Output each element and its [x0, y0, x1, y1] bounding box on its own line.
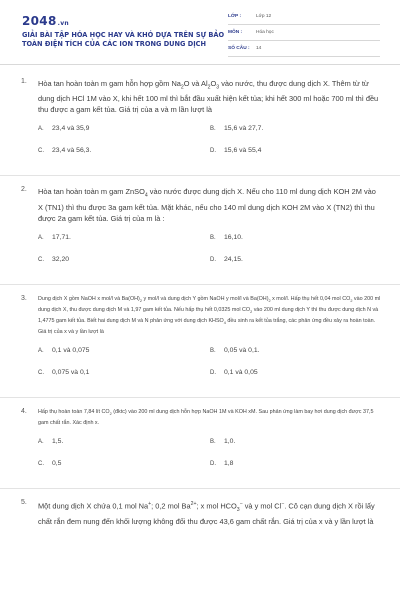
- option-value: 15,6 và 55,4: [224, 147, 262, 155]
- answer-option[interactable]: [38, 234, 210, 256]
- option-key: B.: [210, 126, 216, 133]
- option-key: C.: [38, 256, 44, 263]
- meta-table: [228, 12, 380, 60]
- logo-text: 2048: [22, 14, 57, 28]
- answer-option[interactable]: [38, 460, 210, 482]
- option-value: 1,0.: [224, 438, 236, 446]
- question-number: 2.: [21, 186, 27, 194]
- question-list: [0, 78, 400, 527]
- meta-value: 14: [256, 46, 262, 51]
- question-number: 3.: [21, 294, 27, 302]
- option-value: 1,8: [224, 460, 234, 468]
- meta-label: MÔN :: [228, 30, 243, 35]
- option-value: 17,71.: [52, 233, 71, 241]
- answer-option[interactable]: [38, 347, 210, 369]
- option-key: D.: [210, 148, 216, 155]
- option-key: C.: [38, 148, 44, 155]
- answer-option[interactable]: [210, 234, 382, 256]
- option-key: C.: [38, 461, 44, 468]
- question-divider: [0, 488, 400, 489]
- answer-options: [38, 234, 382, 278]
- question-text: Hấp thụ hoàn toàn 7,84 lít $CO_2$ (đktc) vào 200 ml dung dịch hỗn hợp NaOH 1M và KOH xM. Sau phản ứng làm bay hơi dung dịch được 37,5 gam chất rắn. Xác định x.: [38, 409, 374, 427]
- question-item: [0, 295, 400, 391]
- question-item: [0, 78, 400, 169]
- question-divider: [0, 175, 400, 176]
- question-item: [0, 499, 400, 527]
- option-value: 0,05 và 0,1.: [224, 347, 260, 355]
- site-logo[interactable]: [22, 14, 69, 28]
- question-text: Hòa tan hoàn toàn m gam ZnSO$_4$ vào nước được dung dịch X. Nếu cho 110 ml dung dịch KOH 2M vào X (TN1) thì thu được 3a gam kết tủa. Mặt khác, nếu cho 140 ml dung dịch KOH 2M vào X (TN2) thì thu được 2a gam kết tủa. Giá trị của m là :: [38, 187, 376, 223]
- option-value: 0,1 và 0,05: [224, 369, 258, 377]
- option-value: 23,4 và 56,3.: [52, 147, 92, 155]
- question-text: Hòa tan hoàn toàn m gam hỗn hợp gồm $Na_2O$ và $Al_2O_3$ vào nước, thu được dung dịch X. Thêm từ từ dung dịch HCl 1M vào X, khi hết 100 ml thì bắt đầu xuất hiện kết tủa; khi hết 300 ml hoặc 700 ml thì đều thu được a gam kết tủa. Giá trị của a và m lần lượt là: [38, 79, 379, 115]
- option-key: A.: [38, 126, 44, 133]
- option-value: 0,075 và 0,1: [52, 369, 90, 377]
- option-value: 0,5: [52, 460, 62, 468]
- option-key: A.: [38, 234, 44, 241]
- question-divider: [0, 397, 400, 398]
- question-number: 5.: [21, 499, 27, 507]
- option-value: 0,1 và 0,075: [52, 347, 90, 355]
- question-item: [0, 408, 400, 482]
- answer-options: [38, 125, 382, 169]
- option-value: 1,5.: [52, 438, 64, 446]
- answer-option[interactable]: [210, 256, 382, 278]
- option-value: 23,4 và 35,9: [52, 125, 90, 133]
- question-text: Dung dịch X gồm NaOH x mol/l và $Ba(OH)_2$ y mol/l và dung dịch Y gồm NaOH y mol/l và $Ba(OH)_2$ x mol/l. Hấp thụ hết 0,04 mol $CO_2$ vào 200 ml dung dịch X, thu được dung dịch M và 1,97 gam kết tủa. Nếu hấp thụ hết 0,0325 mol $CO_2$ vào 200 ml dung dịch Y thì thu được dung dịch N và 1,4775 gam kết tủa. Biết hai dung dịch M và N phản ứng với dung dịch $KHSO_4$ đều sinh ra kết tủa trắng, các phản ứng đều xảy ra hoàn toàn. Giá trị của x và y lần lượt là: [38, 295, 381, 336]
- meta-row: [228, 28, 380, 41]
- answer-option[interactable]: [38, 256, 210, 278]
- option-value: 24,15.: [224, 255, 243, 263]
- meta-row: [228, 44, 380, 57]
- logo-suffix: .vn: [57, 20, 69, 27]
- option-key: C.: [38, 370, 44, 377]
- answer-options: [38, 347, 382, 391]
- question-text: Một dung dịch X chứa 0,1 mol Na+; 0,2 mol $Ba^{2+}$; x mol $HCO_3^-$ và y mol Cl−. Cô cạn dung dịch X rồi lấy chất rắn đem nung đến khối lượng không đổi thu được 43,6 gam chất rắn. Giá trị của x và y lần lượt là: [38, 501, 375, 527]
- option-value: 16,10.: [224, 233, 243, 241]
- option-key: B.: [210, 439, 216, 446]
- question-divider: [0, 284, 400, 285]
- answer-option[interactable]: [210, 125, 382, 147]
- meta-value: Hóa học: [256, 30, 274, 35]
- document-title: GIẢI BÀI TẬP HÓA HỌC HAY VÀ KHÓ DỰA TRÊN SỰ BẢO TOÀN ĐIỆN TÍCH CỦA CÁC ION TRONG DUNG DỊCH: [22, 31, 225, 48]
- document-header: [0, 0, 400, 62]
- header-divider: [0, 64, 400, 65]
- option-key: D.: [210, 461, 216, 468]
- option-key: B.: [210, 348, 216, 355]
- answer-option[interactable]: [210, 438, 382, 460]
- option-key: A.: [38, 348, 44, 355]
- meta-row: [228, 12, 380, 25]
- meta-value: Lớp 12: [256, 14, 272, 19]
- answer-option[interactable]: [210, 460, 382, 482]
- option-value: 15,6 và 27,7.: [224, 125, 264, 133]
- answer-option[interactable]: [210, 369, 382, 391]
- answer-option[interactable]: [38, 125, 210, 147]
- answer-option[interactable]: [210, 347, 382, 369]
- answer-options: [38, 438, 382, 482]
- question-number: 1.: [21, 78, 27, 85]
- option-key: B.: [210, 234, 216, 241]
- meta-label: LỚP :: [228, 14, 242, 19]
- answer-option[interactable]: [38, 147, 210, 169]
- question-number: 4.: [21, 408, 27, 416]
- option-key: A.: [38, 439, 44, 446]
- answer-option[interactable]: [210, 147, 382, 169]
- answer-option[interactable]: [38, 438, 210, 460]
- option-value: 32,20: [52, 255, 70, 263]
- question-item: [0, 186, 400, 277]
- option-key: D.: [210, 256, 216, 263]
- option-key: D.: [210, 370, 216, 377]
- answer-option[interactable]: [38, 369, 210, 391]
- meta-label: SỐ CÂU :: [228, 46, 250, 51]
